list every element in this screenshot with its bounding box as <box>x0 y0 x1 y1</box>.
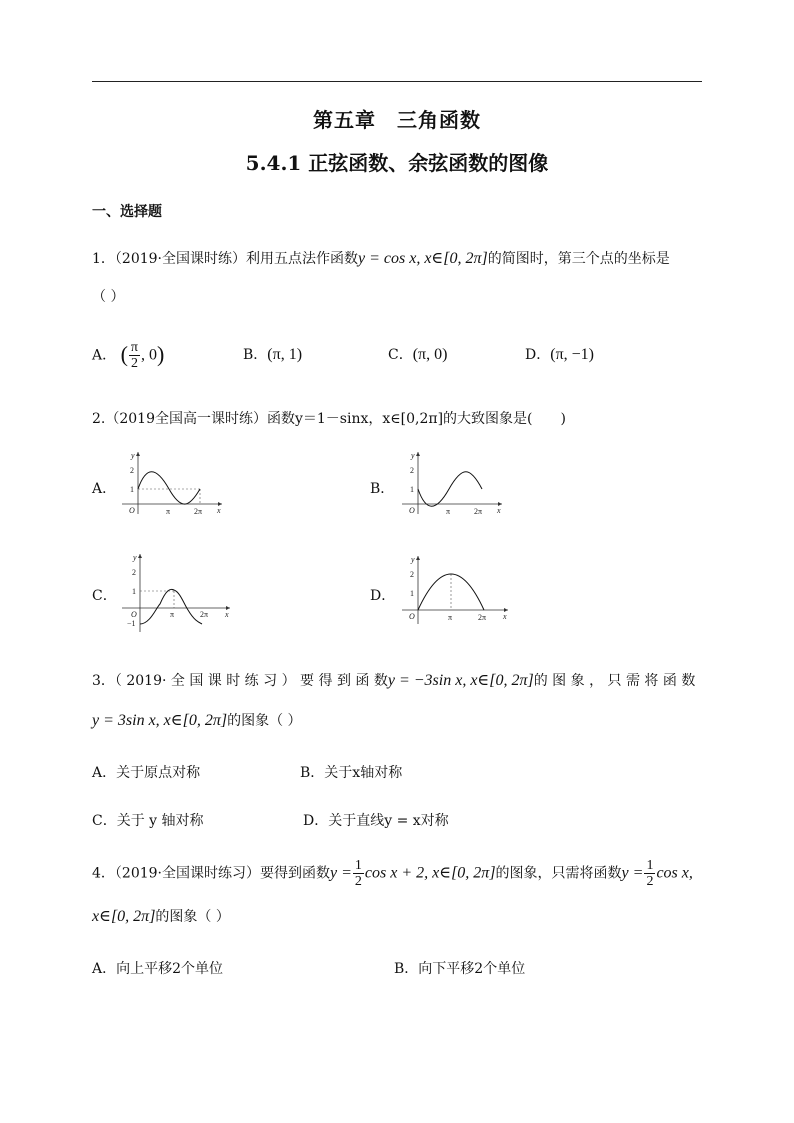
q1-answer-paren: （ ） <box>92 289 125 305</box>
fraction-denominator: 2 <box>130 356 138 371</box>
curve <box>138 472 200 504</box>
origin-label: O <box>129 506 135 515</box>
tick-neg1: −1 <box>127 619 136 628</box>
option-text: 关于x轴对称 <box>324 765 403 781</box>
y-label: y <box>133 553 137 562</box>
q4-suffix: 的图象（ ） <box>155 909 230 925</box>
fraction-denominator: 2 <box>646 874 654 889</box>
tick-2: 2 <box>130 466 134 475</box>
q2-option-c-label[interactable]: C． <box>92 588 117 604</box>
section-heading: 一、选择题 <box>92 204 162 220</box>
q4-func2-lhs: y = <box>621 864 644 882</box>
tick-1: 1 <box>130 485 134 494</box>
option-label: C． <box>388 347 413 363</box>
tick-pi: π <box>446 507 451 516</box>
y-arrow-icon <box>416 556 420 560</box>
q3-stem-line1 <box>92 670 695 690</box>
q2-graph-b[interactable] <box>398 448 508 520</box>
tick-2pi: 2π <box>194 507 203 516</box>
y-arrow-icon <box>136 452 140 456</box>
paren-icon: ) <box>156 341 165 367</box>
x-label: x <box>217 506 221 515</box>
q2-graph-a[interactable] <box>118 448 228 520</box>
fraction <box>129 340 140 371</box>
q2-option-d-label[interactable]: D． <box>370 588 396 604</box>
option-label: A． <box>92 765 117 781</box>
paren-icon: ( <box>120 341 128 367</box>
fraction-denominator: 2 <box>354 874 362 889</box>
option-text: 向上平移2个单位 <box>116 961 224 977</box>
q2-option-b-label[interactable]: B． <box>370 481 395 497</box>
x-label: x <box>503 612 507 621</box>
q4-option-a[interactable] <box>92 958 223 978</box>
q1-option-a[interactable] <box>92 340 164 371</box>
tick-2pi: 2π <box>200 610 209 619</box>
y-label: y <box>411 451 415 460</box>
q3-suffix: 的图象（ ） <box>227 713 302 729</box>
option-text: 关于直线y = x对称 <box>328 813 449 829</box>
tick-pi: π <box>166 507 171 516</box>
q4-func1-rhs: cos x + 2, x∈[0, 2π] <box>364 864 496 882</box>
header-rule <box>92 81 702 82</box>
q1-suffix: 的简图时，第三个点的坐标是 <box>487 251 670 267</box>
tick-2pi: 2π <box>478 613 487 622</box>
q2-graph-d[interactable] <box>398 552 513 632</box>
tick-1: 1 <box>410 589 414 598</box>
tick-pi: π <box>170 610 175 619</box>
option-label: B． <box>394 961 419 977</box>
q1-option-d[interactable] <box>525 344 594 364</box>
q4-stem-line1 <box>92 858 693 889</box>
option-text: 关于原点对称 <box>116 765 201 781</box>
option-label: B． <box>300 765 325 781</box>
q3-mid: 的 图 象 ， 只 需 将 函 数 <box>533 673 696 689</box>
option-label: D． <box>303 813 329 829</box>
option-label: D． <box>525 347 551 363</box>
q3-option-d[interactable] <box>303 810 449 830</box>
q3-option-b[interactable] <box>300 762 402 782</box>
option-label: B． <box>243 347 268 363</box>
option-label: C． <box>92 813 117 829</box>
q2-option-a-label[interactable]: A． <box>92 481 117 497</box>
q4-domain: x∈[0, 2π] <box>92 908 156 925</box>
option-label: A． <box>92 961 117 977</box>
option-value: (π, 1) <box>267 346 303 363</box>
tick-pi: π <box>448 613 453 622</box>
curve <box>418 472 482 507</box>
fraction-numerator: 1 <box>354 858 362 873</box>
fraction <box>353 858 364 889</box>
tick-2: 2 <box>410 570 414 579</box>
option-text: 向下平移2个单位 <box>418 961 526 977</box>
q4-func2-rhs: cos x, <box>656 864 693 882</box>
q2-graph-c[interactable] <box>118 550 233 635</box>
option-text: 关于 y 轴对称 <box>116 813 204 829</box>
q1-option-b[interactable] <box>243 344 302 364</box>
q1-function: y = cos x, x∈[0, 2π] <box>358 250 488 267</box>
tick-1: 1 <box>132 587 136 596</box>
section-title: 5.4.1 正弦函数、余弦函数的图像 <box>245 151 549 175</box>
q4-stem-line2 <box>92 906 230 926</box>
q4-mid: 的图象，只需将函数 <box>495 865 622 882</box>
tick-2: 2 <box>132 568 136 577</box>
fraction <box>644 858 655 889</box>
fraction-numerator: 1 <box>646 858 654 873</box>
q3-option-a[interactable] <box>92 762 200 782</box>
q3-option-c[interactable] <box>92 810 204 830</box>
q1-option-c[interactable] <box>388 344 447 364</box>
q3-prefix: 3．（ 2019· 全 国 课 时 练 习 ） 要 得 到 函 数 <box>92 673 388 689</box>
option-value: (π, 0) <box>412 346 448 363</box>
q3-function1: y = −3sin x, x∈[0, 2π] <box>387 672 534 689</box>
q1-prefix: 1．（2019·全国课时练）利用五点法作函数 <box>92 251 358 267</box>
y-label: y <box>131 451 135 460</box>
tick-2: 2 <box>410 466 414 475</box>
option-value: (π, −1) <box>550 346 594 363</box>
x-label: x <box>497 506 501 515</box>
origin-label: O <box>409 506 415 515</box>
q4-func1-lhs: y = <box>330 864 352 882</box>
q4-option-b[interactable] <box>394 958 525 978</box>
q3-function2: y = 3sin x, x∈[0, 2π] <box>92 712 228 729</box>
q1-stem <box>92 248 670 268</box>
x-label: x <box>225 610 229 619</box>
q2-stem: 2.（2019全国高一课时练）函数y＝1－sinx，x∈[0,2π]的大致图象是( ) <box>92 411 566 427</box>
fraction-numerator: π <box>130 340 138 355</box>
tick-2pi: 2π <box>474 507 483 516</box>
y-arrow-icon <box>416 452 420 456</box>
y-arrow-icon <box>138 554 142 558</box>
coord-zero: , 0 <box>140 346 157 364</box>
y-label: y <box>411 555 415 564</box>
option-label: A． <box>92 347 117 364</box>
tick-1: 1 <box>410 485 414 494</box>
chapter-title: 第五章 三角函数 <box>313 108 481 132</box>
q4-prefix: 4．（2019·全国课时练习）要得到函数 <box>92 865 330 882</box>
origin-label: O <box>131 610 137 619</box>
q3-stem-line2 <box>92 710 302 730</box>
origin-label: O <box>409 612 415 621</box>
